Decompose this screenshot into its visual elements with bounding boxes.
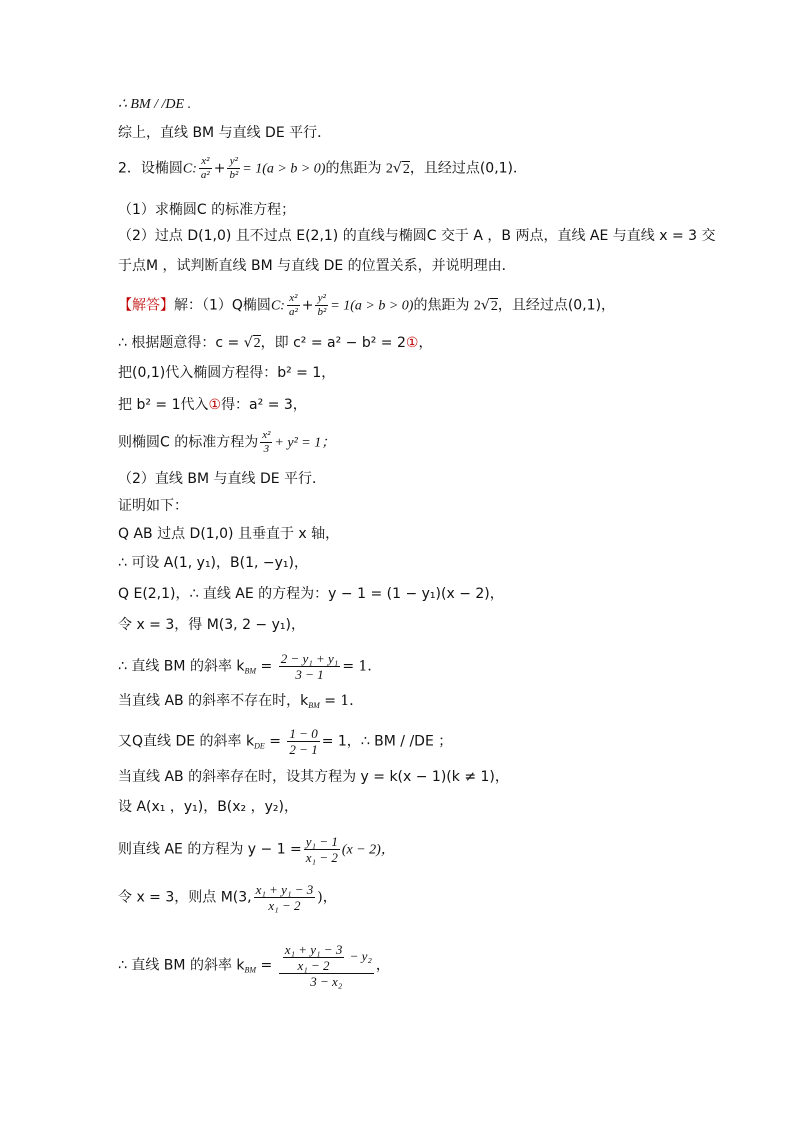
- circled-one-marker: ①: [405, 335, 419, 351]
- proof-slope-bm-general: ∴ 直线 BM 的斜率 $k_{BM}$ = $\frac{\text{x₁ + y₁ − 3}}{\text{x₁ − 2}}$ − y₂ 3 − x₂ ，: [118, 942, 390, 989]
- answer-label: 【解答】: [118, 297, 174, 314]
- question-2-part-1: （1）求椭圆C 的标准方程；: [118, 202, 296, 218]
- compound-fraction: $\frac{\text{x₁ + y₁ − 3}}{\text{x₁ − 2}}$ − y₂ 3 − x₂: [279, 942, 374, 989]
- proof-point-m: 令 x = 3，则点 M(3, $\frac{\text{x₁ + y₁ − 3}}{\text{x₁ − 2}}$ )，: [118, 882, 337, 913]
- proof-line-3: Q E(2,1)，∴ 直线 AE 的方程为：y − 1 = (1 − y₁)(x − 2)，: [118, 586, 504, 602]
- conclusion-line: ∴ BM / /DE .: [118, 97, 192, 112]
- circled-one-marker: ①: [208, 397, 222, 413]
- question-2-part-2a: （2）过点 D(1,0) 且不过点 E(2,1) 的直线与椭圆C 交于 A ，B 两点，直线 AE 与直线 x = 3 交: [118, 228, 716, 244]
- proof-slope-de: 又Q直线 DE 的斜率 $k_{DE}$ = $\frac{1 - 0}{2 - 1}$ = 1，∴ BM / /DE ；: [118, 726, 453, 757]
- answer-step-a: 把 b² = 1代入①得：a² = 3，: [118, 397, 307, 413]
- question-2-part-2b: 于点M ，试判断直线 BM 与直线 DE 的位置关系，并说明理由．: [118, 258, 516, 274]
- answer-step-b: 把(0,1)代入椭圆方程得：b² = 1，: [118, 365, 336, 381]
- proof-points: 设 A(x₁ ，y₁)，B(x₂ ，y₂)，: [118, 799, 298, 815]
- answer-part-1-intro: 【解答】解：（1）Q椭圆C: $\frac{\text{x²}}{\text{a²}}$ + $\frac{\text{y²}}{\text{b²}}$ = 1(a > b > 0)的焦距为 2√2，且经过点(0,1)，: [118, 292, 616, 318]
- proof-line-4: 令 x = 3，得 M(3, 2 − y₁)，: [118, 617, 305, 633]
- answer-part-2-claim: （2）直线 BM 与直线 DE 平行．: [118, 471, 327, 487]
- proof-heading: 证明如下：: [118, 498, 188, 514]
- proof-line-2: ∴ 可设 A(1, y₁)，B(1, −y₁)，: [118, 555, 308, 571]
- proof-general-case: 当直线 AB 的斜率存在时，设其方程为 y = k(x − 1)(k ≠ 1)，: [118, 769, 509, 785]
- proof-vertical-case: 当直线 AB 的斜率不存在时，$k_{BM} = 1$．: [118, 693, 364, 710]
- answer-step-c: ∴ 根据题意得：c = √2，即 c² = a² − b² = 2①，: [118, 335, 433, 351]
- summary-line: 综上，直线 BM 与直线 DE 平行．: [118, 125, 332, 141]
- question-2-statement: 2．设椭圆C: $\frac{\text{x²}}{\text{a²}}$ + $\frac{\text{y²}}{\text{b²}}$ = 1(a > b > 0)的焦距为 2√2，且经过点(0,1)．: [118, 155, 528, 181]
- proof-line-1: Q AB 过点 D(1,0) 且垂直于 x 轴，: [118, 526, 340, 542]
- proof-line-ae: 则直线 AE 的方程为 y − 1 = $\frac{\text{y₁ − 1}}{\text{x₁ − 2}}$ (x − 2)，: [118, 834, 395, 865]
- answer-standard-equation: 则椭圆C 的标准方程为 $\frac{\text{x²}}{3}$ + y² = 1；: [118, 429, 336, 455]
- proof-slope-bm: ∴ 直线 BM 的斜率 $k_{BM}$ = $\frac{\text{2 − y₁ + y₁}}{3 - 1}$ = 1．: [118, 651, 382, 682]
